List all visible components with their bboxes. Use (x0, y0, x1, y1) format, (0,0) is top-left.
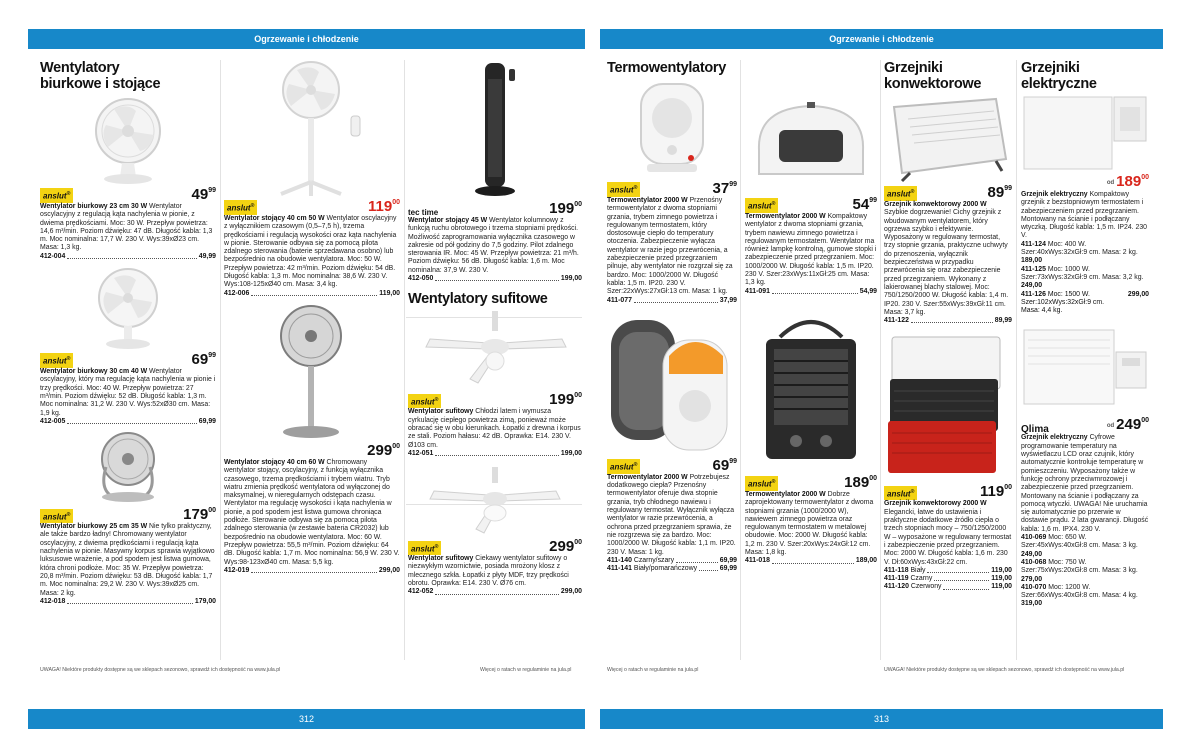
product-image-convector-colors (884, 329, 1012, 483)
product-card[interactable] (745, 84, 877, 296)
product-card[interactable] (408, 307, 582, 458)
column-heaters-a (607, 58, 737, 664)
price-value: 119 (368, 198, 393, 215)
brand-badge-anslut: anslut ® (884, 486, 917, 501)
product-code: 411-140 (607, 556, 632, 564)
product-variant-row (1021, 291, 1149, 316)
product-name: Termowentylator 2000 W (745, 213, 826, 220)
product-code: 411-119 (884, 575, 909, 583)
product-name: Termowentylator 2000 W (607, 197, 688, 204)
product-code-row (745, 288, 877, 296)
availability-note-left: UWAGA! Niektóre produkty dostępne są we sklepach sezonowo, sprawdź ich dostępność na www.jula.pl (40, 667, 281, 673)
product-card[interactable] (408, 464, 582, 596)
product-details: Cyfrowe programowanie temperatury na wyświetlaczu LCD oraz czujnik, który automatycznie kontroluje temperaturę w pomieszczeniu. Wyposażony także w funkcję ochrony przeciwmrozowej i zabezpieczenie przed przegrzaniem. Montowany na ścianie i podłączany za pomocą wtyczki. UWAGA! Nie uruchamia się automatycznie po przerwie w dostawie prądu. 2 lata gwarancji. Długość kabla: 1,6 m. IPX4. 230 V. (1021, 434, 1149, 533)
product-description (408, 408, 582, 449)
product-details: Kompaktowy wentylator z dwoma stopniami grzania, trybem nawiewu zimnego powietrza i regulowanym termostatem. Wentylator ma również lampkę kontrolną, gumowe stopki i zabezpieczenie przed przegrzaniem. Moc: 1000/2000 W. Długość kabla: 1,5 m. IP20. 230 V. Szer:23xWys:11xGł:25 cm. Masa: 1,3 kg. (745, 213, 877, 287)
product-name: Termowentylator 2000 W (607, 473, 688, 481)
product-details: Nie tylko praktyczny, ale także bardzo ładny! Chromowany wentylator oscylacyjny, z dwiema prędkościami i regulacją kąta nachylenia w pionie. Masywny korpus sprawia wyjątkowo luksusowe wrażenie, a pod spodem jest listwa gumowa, która chroni podłoże. Moc: 35 W. Przepływ powietrza: 20,8 m³/min. Poziom dźwięku: 53 dB. Długość kabla: 1,7 m. Moc nominalna: 29,2 W. 230 V. Wys:39xØ25 cm. Masa: 2 kg. (40, 523, 215, 597)
product-variant-text: Moc: 1500 W. Szer:102xWys:32xGł:9 cm. Masa: 4,4 kg. (1021, 290, 1105, 315)
product-variant-row (607, 565, 737, 573)
price-from: od (1106, 423, 1115, 430)
product-code-row (40, 598, 216, 606)
page-footer-left (28, 709, 585, 729)
price-cents: 00 (392, 199, 400, 206)
price-value: 119 (980, 483, 1005, 501)
section-header-right (600, 29, 1163, 49)
product-card[interactable] (40, 430, 216, 606)
price-tag (183, 503, 216, 523)
product-variant-desc (1021, 291, 1124, 316)
brand-badge-anslut: anslut ® (745, 198, 778, 213)
product-code: 411-126 (1021, 290, 1046, 298)
page-number-right: 313 (873, 714, 890, 724)
product-price: 119,00 (991, 575, 1012, 583)
product-code-row (607, 297, 737, 305)
price-value: 199 (549, 391, 575, 409)
product-description (1021, 434, 1149, 534)
installments-note-left: Więcej o ratach w regulaminie na jula.pl (480, 667, 572, 673)
column-convectors (884, 58, 1012, 664)
product-description (745, 491, 877, 557)
product-price: 299,00 (560, 588, 582, 596)
product-details: Potrzebujesz dodatkowego ciepła? Przenośny termowentylator oferuje dwa stopnie grzania, tryb chłodnego nawiewu i regulowany termostat. Wyłącznik wyłącza wentylator w razie przewrócenia, a ochrona przed przegrzaniem sprawia, że nie rozgrzewa się za bardzo. Moc: 1000/2000 W. Długość kabla: 1,1 m. IP20. 230 V. Masa: 1 kg. (607, 473, 736, 556)
section-title-electric: Grzejniki elektryczne (1021, 60, 1097, 92)
product-code: 411-122 (884, 317, 909, 325)
price-value: 189 (1116, 173, 1142, 190)
product-code: 411-124 (1021, 240, 1046, 248)
price-tag (367, 439, 400, 459)
product-image-thermo-white (607, 76, 737, 180)
product-name: Wentylator biurkowy 23 cm 30 W (40, 203, 148, 210)
product-code: 412-006 (224, 289, 250, 297)
section-header-left (28, 29, 585, 49)
product-name: Wentylator stojący 45 W (408, 217, 488, 224)
price-cents: 99 (729, 181, 737, 188)
product-code: 411-077 (607, 296, 632, 304)
product-code: 412-052 (408, 588, 434, 596)
section-title-convector: Grzejniki konwektorowe (884, 60, 982, 92)
price-value: 179 (183, 506, 209, 524)
price-value: 189 (844, 473, 870, 491)
product-price: 119,00 (379, 289, 400, 297)
product-card[interactable] (884, 92, 1012, 325)
product-description (224, 459, 400, 567)
product-name: Grzejnik konwektorowy 2000 W (884, 201, 987, 208)
product-variant: Czerwony (910, 583, 942, 591)
price-cents: 00 (574, 392, 582, 400)
product-variant: Biały (910, 566, 926, 574)
product-details: Dobrze zaprojektowany termowentylator z dwoma stopniami grzania (1000/2000 W), nawiewem zimnego powietrza oraz regulowanym termostatem w metalowej obudowie. Moc: 2000 W. Długość kabla: 1,2 m. 230 V. Szer:20xWys:24xGł:12 cm. Masa: 1,8 kg. (745, 490, 874, 557)
product-card[interactable] (224, 302, 400, 575)
product-code-row (224, 290, 400, 298)
price-cents: 00 (392, 442, 400, 450)
product-description (40, 523, 216, 598)
product-variant-desc: Moc: 1000 W. Szer:73xWys:32xGł:9 cm. Masa: 3,2 kg. (1021, 265, 1144, 281)
product-price: 69,99 (719, 556, 737, 564)
product-code: 410-069 (1021, 534, 1047, 542)
price-tag (980, 480, 1012, 500)
product-price: 69,99 (719, 565, 737, 573)
product-price: 189,00 (1021, 257, 1043, 265)
product-image-thermo-metal (745, 304, 877, 474)
price-cents: 99 (729, 457, 737, 465)
product-code: 412-018 (40, 597, 66, 605)
product-variant-desc: Moc: 650 W. Szer:45xWys:40xGł:8 cm. Masa: 3 kg. (1021, 534, 1138, 550)
product-details: Kompaktowy grzejnik z bezstopniowym termostatem i zabezpieczeniem przed przegrzaniem. Montowany na ścianie i podłączany wtyczką. Długość kabla: 1,5 m. IP24. 230 V. (1021, 191, 1148, 240)
product-image-panel-heater (1021, 321, 1149, 417)
product-price: 199,00 (560, 449, 582, 457)
product-image-thermo-compact (745, 84, 877, 196)
product-description (607, 197, 737, 297)
product-image-ceiling-fan-glass (408, 464, 582, 538)
product-variant (1021, 266, 1149, 291)
product-description (40, 368, 216, 418)
brand-logo-tectime: tec time (408, 208, 439, 217)
brand-badge-anslut: anslut ® (408, 541, 441, 556)
price-cents: 00 (574, 201, 582, 208)
price-cents: 99 (208, 187, 216, 194)
product-price: 199,00 (560, 275, 582, 283)
column-standing-fans (224, 58, 400, 664)
column-electric-heaters (1021, 58, 1149, 664)
brand-badge-anslut: anslut ® (408, 394, 441, 409)
installments-note-right: Więcej o ratach w regulaminie na jula.pl (607, 667, 699, 673)
price-cents: 99 (869, 197, 877, 204)
product-card[interactable] (745, 304, 877, 566)
brand-badge-anslut: anslut ® (607, 459, 640, 474)
column-heaters-b (745, 58, 877, 664)
product-variant-row (884, 567, 1012, 575)
product-code: 411-120 (884, 583, 909, 591)
product-price: 299,00 (378, 566, 400, 574)
price-value: 199 (549, 200, 575, 217)
price-cents: 00 (574, 539, 582, 547)
price-tag (549, 388, 582, 408)
product-card[interactable] (607, 76, 737, 305)
product-description (607, 474, 737, 557)
product-description (884, 201, 1012, 317)
product-code: 412-005 (40, 417, 66, 425)
product-image-chrome-desk-fan (40, 430, 216, 506)
product-code-row (408, 450, 582, 458)
column-tower-ceiling-fans (408, 58, 582, 664)
product-image-chrome-standing-fan (224, 302, 400, 442)
product-code-row (745, 557, 877, 565)
product-code: 411-091 (745, 287, 770, 295)
price-tag (988, 181, 1012, 201)
price-cents: 99 (208, 352, 216, 360)
product-code: 411-018 (745, 557, 770, 565)
product-details: Elegancki, łatwe do ustawienia i praktyczne dodatkowe źródło ciepła o trzech stopniach mocy – 750/1250/2000 W – wyposażone w regulowany termostat i zabezpieczenie przed przegrzaniem. Moc: 2000 W. Długość kabla: 1,6 m. 230 V. Dł:60xWys:43xGł:22 cm. (884, 508, 1012, 566)
product-variant: Czarny/szary (633, 556, 675, 564)
product-name: Wentylator sufitowy (408, 555, 474, 563)
product-image-standing-fan-40 (224, 58, 400, 198)
section-title-thermo: Termowentylatory (607, 60, 727, 76)
brand-badge-anslut: anslut ® (40, 509, 73, 524)
price-tag (192, 183, 216, 203)
brand-badge-anslut: anslut ® (607, 182, 640, 197)
product-name: Grzejnik elektryczny (1021, 191, 1088, 198)
product-details: Ciekawy wentylator sufitowy o niezwykłym wzornictwie, posiada mrożony klosz z mlecznego szkła. Łopatki z płyty MDF, trzy prędkości obrotu. Oprawka: E14. 230 V. Ø76 cm. (408, 555, 569, 588)
product-price: 189,00 (855, 557, 877, 565)
product-name: Wentylator biurkowy 25 cm 35 W (40, 523, 148, 531)
product-image-wall-heater (1021, 92, 1149, 174)
price-tag (549, 535, 582, 555)
price-from: od (1106, 180, 1115, 186)
brand-badge-anslut: anslut ® (40, 188, 73, 203)
price-cents: 00 (1141, 174, 1149, 181)
section-header-right-title: Ogrzewanie i chłodzenie (829, 34, 934, 44)
product-variant: Czarny (910, 575, 933, 583)
product-variant-desc: Moc: 1200 W. Szer:66xWys:40xGł:8 cm. Masa: 4 kg. (1021, 583, 1138, 600)
product-variant (1021, 241, 1149, 266)
brand-badge-anslut: anslut ® (745, 476, 778, 491)
product-name: Grzejnik konwektorowy 2000 W (884, 500, 987, 508)
price-tag (853, 193, 877, 213)
product-code: 412-051 (408, 449, 434, 457)
product-image-convector-white (884, 92, 1012, 184)
product-price: 54,99 (859, 287, 877, 295)
price-cents: 00 (1004, 484, 1012, 492)
section-title-ceiling-fans: Wentylatory sufitowe (408, 291, 548, 308)
brand-badge-anslut: anslut ® (224, 200, 257, 215)
price-value: 69 (191, 351, 209, 369)
product-description (40, 203, 216, 253)
product-variant-desc: Moc: 750 W. Szer:75xWys:20xGł:8 cm. Masa: 3 kg. (1021, 558, 1138, 575)
product-image-desk-fan-23 (40, 94, 216, 186)
product-details: Przenośny termowentylator z dwoma stopniami grzania, trybem zimnego powietrza i regulowanym termostatem, który dostosowuje ciepło do temperatury otoczenia. Zabezpieczenie wyłącza wentylator w razie jego przewrócenia, a zabezpieczenie przed przegrzaniem pilnuje, aby wentylator nie rozgrzał się za bardzo. Moc: 1000/2000 W. Długość kabla: 1,5 m. IP20. 230 V. Szer:22xWys:27xGł:13 cm. Masa: 1 kg. (607, 197, 733, 296)
product-price: 179,00 (194, 597, 216, 605)
price-value: 49 (191, 186, 209, 203)
product-details: Chromowany wentylator stojący, oscylacyjny, z funkcją wyłącznika czasowego, trzema prędkościami i trybem wiatru. Tryb wiatru zmienia prędkość wentylatora od wyłączonej do maksymalnej, w nieregularnych odstępach czasu. Wentylator ma regulację wysokości i kąta nachylenia w pionie, a pod spodem jest listwa gumowa chroniąca podłoże. Sterowanie odbywa się za pomocą pilota zdalnego sterowania (w zestawie bateria CR2032) lub bezpośrednio na obudowie wentylatora. Moc: 60 W. Przepływ powietrza: 55,5 m³/min. Poziom dźwięku: 64 dB. Długość kabla: 1,7 m. Moc nominalna: 56,9 W. 230 V. Wys:98-123xØ40 cm. Masa: 5,5 kg. (224, 458, 400, 566)
price-tag (713, 177, 737, 197)
price-cents: 00 (1141, 417, 1149, 425)
brand-badge-anslut: anslut ® (40, 353, 73, 368)
product-details: Szybkie dogrzewanie! Cichy grzejnik z wbudowanym wentylatorem, który ogrzewa szybko i efektywnie. Wyposażony w regulowany termostat, trzy stopnie grzania, praktyczne uchwyty do przenoszenia, wyłącznik bezpieczeństwa w przypadku przewrócenia się oraz zabezpieczenie przed przegrzaniem. Wykonany z lakierowanej blachy stalowej. Moc: 750/1250/2000 W. Długość kabla: 1,4 m. IP20. 230 V. Szer:55xWys:39xGł:11 cm. Masa: 3,7 kg. (884, 209, 1009, 316)
brand-logo-qlima: Qlima (1021, 424, 1049, 436)
price-value: 299 (549, 538, 575, 556)
column-desk-fans (40, 58, 216, 664)
price-value: 89 (987, 184, 1005, 201)
product-variant (1021, 534, 1149, 559)
product-price: 89,99 (994, 317, 1012, 325)
product-code: 411-118 (884, 566, 909, 574)
product-code-row (224, 567, 400, 575)
product-price: 119,00 (991, 566, 1012, 574)
product-code: 412-019 (224, 566, 250, 574)
product-card[interactable] (1021, 92, 1149, 315)
product-code-row (408, 275, 582, 283)
product-image-desk-fan-30 (40, 265, 216, 351)
availability-note-right: UWAGA! Niektóre produkty dostępne są we sklepach sezonowo, sprawdź ich dostępność na www.jula.pl (884, 667, 1125, 673)
brand-badge-anslut: anslut ® (884, 186, 917, 201)
product-image-thermo-duo (607, 309, 737, 457)
product-description (224, 215, 400, 290)
product-price: 279,00 (1021, 575, 1043, 583)
product-details: Wentylator oscylacyjny, który ma regulację kąta nachylenia w pionie i trzy prędkości. Moc: 40 W. Przepływ powietrza: 27 m³/min. Poziom dźwięku: 52 dB. Długość kabla: 1,3 m. Moc nominalna: 31,2 W. 230 V. Wys:52xØ30 cm. Masa: 1,9 kg. (40, 368, 216, 417)
price-value: 299 (367, 441, 393, 459)
product-variant-row (607, 557, 737, 565)
product-price: 249,00 (1021, 282, 1043, 290)
product-variant-row (884, 583, 1012, 591)
product-name: Termowentylator 2000 W (745, 490, 826, 498)
price-value: 249 (1116, 416, 1142, 434)
price-tag (713, 454, 737, 474)
product-code-row (884, 317, 1012, 325)
product-name: Grzejnik elektryczny (1021, 434, 1088, 442)
product-price: 249,00 (1021, 550, 1043, 558)
product-code-row (40, 253, 216, 261)
section-header-left-title: Ogrzewanie i chłodzenie (254, 34, 359, 44)
price-cents: 00 (869, 474, 877, 482)
product-description (408, 555, 582, 588)
product-card[interactable] (40, 265, 216, 426)
product-details: Wentylator kolumnowy z funkcją ruchu obrotowego i trzema stopniami prędkości. Możliwość zaprogramowania wyłącznika czasowego w zakresie od pół godziny do 7,5 godziny. Pilot zdalnego sterowania IR. Moc: 45 W. Przepływ powietrza: 21 m³/h. Poziom dźwięku: 56 dB. Długość kabla: 1,6 m. Moc nominalna: 37,9 W. 230 V. (408, 217, 579, 274)
product-variant: Biały/pomarańczowy (633, 565, 698, 573)
product-variant (1021, 559, 1149, 584)
product-code: 410-070 (1021, 583, 1047, 591)
product-code: 412-050 (408, 275, 434, 283)
price-tag (368, 195, 400, 215)
product-price: 69,99 (198, 417, 216, 425)
product-code-row (408, 588, 582, 596)
price-tag (844, 471, 877, 491)
product-price: 299,00 (1127, 290, 1149, 298)
product-price: 319,00 (1021, 600, 1043, 608)
product-description (745, 213, 877, 288)
product-variant-desc: Moc: 400 W. Szer:40xWys:32xGł:9 cm. Masa: 2 kg. (1021, 240, 1138, 257)
product-card[interactable] (607, 309, 737, 574)
product-details: Wentylator oscylacyjny z wyłącznikiem czasowym (0,5–7,5 h), trzema prędkościami i regulacją wysokości oraz kąta nachylenia w pionie. Sterowanie odbywa się za pomocą pilota zdalnego sterowania (baterie sprzedawana osobno) lub bezpośrednio na obudowie wentylatora. Moc: 50 W. Przepływ powietrza: 42 m³/min. Poziom dźwięku: 54 dB. Długość kabla: 1,3 m. Moc nominalna: 38,6 W. 230 V. Wys:108-125xØ40 cm. Masa: 3,4 kg. (224, 215, 397, 289)
price-value: 37 (712, 180, 730, 197)
product-code: 410-068 (1021, 558, 1047, 566)
product-name: Wentylator stojący 40 cm 60 W (224, 458, 325, 466)
section-title-desk-fans: Wentylatory biurkowe i stojące (40, 60, 161, 92)
page-number-left: 312 (298, 714, 315, 724)
product-image-ceiling-fan-wood (408, 307, 582, 391)
product-card[interactable] (408, 58, 582, 283)
product-card[interactable] (224, 58, 400, 298)
price-cents: 00 (208, 507, 216, 515)
product-name: Wentylator stojący 40 cm 50 W (224, 215, 325, 222)
price-tag (192, 348, 216, 368)
price-value: 69 (712, 456, 730, 474)
product-image-tower-fan (408, 58, 582, 200)
product-description (1021, 191, 1149, 241)
product-code: 412-004 (40, 252, 66, 260)
product-card[interactable] (1021, 321, 1149, 608)
product-code: 411-125 (1021, 265, 1046, 273)
product-code-row (40, 418, 216, 426)
product-variant (1021, 584, 1149, 609)
product-variant-row (884, 575, 1012, 583)
product-price: 49,99 (198, 252, 216, 260)
product-name: Wentylator sufitowy (408, 408, 474, 416)
product-card[interactable] (884, 329, 1012, 591)
product-details: Wentylator oscylacyjny z regulacją kąta nachylenia w pionie, z dwiema prędkościami. Moc: 30 W. Przepływ powietrza: 14,6 m³/min. Poziom dźwięku: 47 dB. Długość kabla: 1,3 m. Moc nominalna: 17,7 W. 230 V. Wys:39xØ23 cm. Masa: 1,3 kg. (40, 203, 213, 252)
product-code: 411-141 (607, 565, 632, 573)
price-value: 54 (852, 196, 870, 213)
product-card[interactable] (40, 94, 216, 261)
page-footer-right (600, 709, 1163, 729)
price-tag (549, 197, 582, 217)
product-details: Chłodzi latem i wymusza cyrkulację ciepłego powietrza zimą, ponieważ może obracać się w obu kierunkach. Łopatki z drewna i korpus ze stali. Poziom hałasu: 42 dB. Oprawka: E14. 230 V. Ø103 cm. (408, 408, 581, 449)
product-price: 119,00 (991, 583, 1012, 591)
price-cents: 99 (1004, 185, 1012, 192)
product-price: 37,99 (719, 296, 737, 304)
product-name: Wentylator biurkowy 30 cm 40 W (40, 368, 148, 376)
product-description (408, 217, 582, 275)
product-description (884, 500, 1012, 566)
